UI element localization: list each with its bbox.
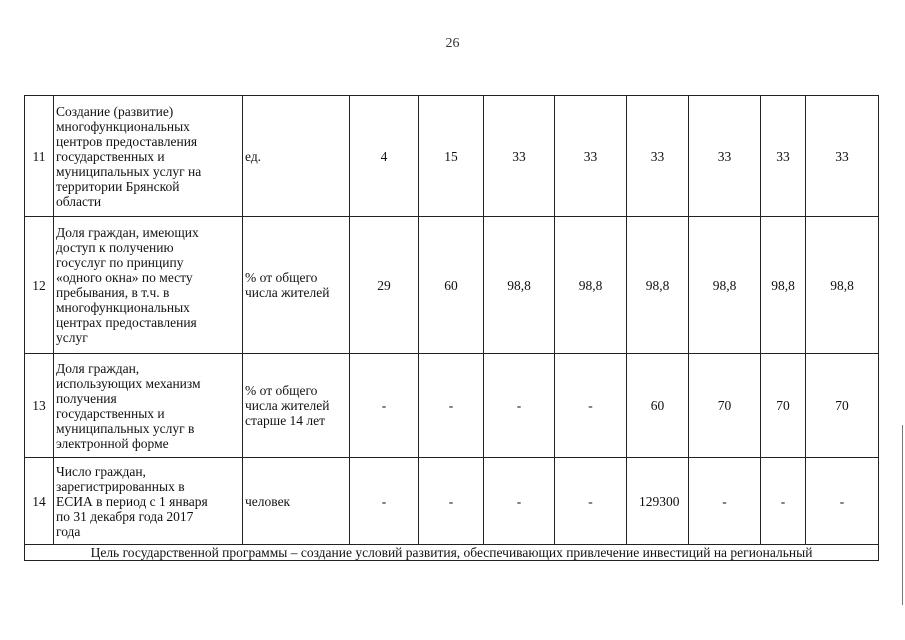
indicator-name-line: многофункциональных — [56, 118, 190, 134]
indicator-name-line: получения — [56, 390, 117, 406]
value-cell: 33 — [806, 96, 879, 217]
indicator-name-line: доступ к получению — [56, 240, 174, 255]
value-cell: 70 — [806, 354, 879, 458]
indicator-name — [54, 354, 243, 458]
indicator-name-line: центрах предоставления — [56, 315, 197, 330]
value-cell: - — [484, 354, 555, 458]
table-row — [25, 96, 879, 217]
indicator-name-line: услуг — [56, 330, 88, 345]
indicator-name-line: области — [56, 193, 102, 209]
value-cell: - — [689, 458, 761, 545]
row-number: 11 — [25, 96, 54, 217]
indicator-name-line: центров предоставления — [56, 133, 198, 149]
indicator-name-line: «одного окна» по месту — [56, 270, 193, 285]
unit-of-measure — [243, 96, 350, 217]
unit-line: старше 14 лет — [245, 413, 326, 428]
unit-line: ед. — [245, 148, 262, 164]
value-cell: 33 — [627, 96, 689, 217]
page-number: 26 — [445, 36, 460, 51]
value-cell: - — [350, 458, 419, 545]
value-cell: 29 — [350, 217, 419, 354]
indicator-name-line: Доля граждан, — [56, 360, 140, 376]
value-cell: 98,8 — [555, 217, 627, 354]
value-cell: - — [419, 458, 484, 545]
value-cell: 33 — [555, 96, 627, 217]
scan-margin-line — [902, 425, 903, 605]
value-cell: 98,8 — [627, 217, 689, 354]
row-number: 12 — [25, 217, 54, 354]
indicator-name-line: Создание (развитие) — [56, 103, 174, 119]
value-cell: - — [484, 458, 555, 545]
indicator-name-line: государственных и — [56, 148, 165, 164]
value-cell: 129300 — [627, 458, 689, 545]
value-cell: - — [350, 354, 419, 458]
indicator-name-line: государственных и — [56, 405, 165, 421]
value-cell: 98,8 — [761, 217, 806, 354]
value-cell: 60 — [419, 217, 484, 354]
indicator-name-line: муниципальных услуг на — [56, 163, 202, 179]
value-cell: - — [806, 458, 879, 545]
unit-of-measure — [243, 217, 350, 354]
row-number: 14 — [25, 458, 54, 545]
value-cell: 33 — [761, 96, 806, 217]
unit-of-measure — [243, 354, 350, 458]
unit-line: % от общего — [245, 270, 318, 285]
value-cell: 15 — [419, 96, 484, 217]
indicator-name-line: ЕСИА в период с 1 января — [56, 493, 208, 509]
value-cell: 60 — [627, 354, 689, 458]
indicator-name-line: территории Брянской — [56, 178, 180, 194]
indicator-name-line: по 31 декабря года 2017 — [56, 508, 194, 524]
unit-line: числа жителей — [245, 398, 330, 413]
unit-of-measure — [243, 458, 350, 545]
indicator-name-line: муниципальных услуг в — [56, 420, 195, 436]
indicator-name-line: многофункциональных — [56, 300, 190, 315]
unit-line: человек — [245, 493, 291, 509]
value-cell: 33 — [484, 96, 555, 217]
indicator-name-line: использующих механизм — [56, 375, 201, 391]
indicator-name-line: Доля граждан, имеющих — [56, 225, 199, 240]
value-cell: 4 — [350, 96, 419, 217]
value-cell: 33 — [689, 96, 761, 217]
indicator-name — [54, 458, 243, 545]
indicator-name — [54, 217, 243, 354]
goal-text: Цель государственной программы – создание условий развития, обеспечивающих привлечение инвестиций на региональный — [25, 545, 879, 561]
indicator-name-line: госуслуг по принципу — [56, 255, 184, 270]
value-cell: - — [555, 354, 627, 458]
indicator-name-line: года — [56, 523, 81, 539]
value-cell: 98,8 — [689, 217, 761, 354]
value-cell: - — [555, 458, 627, 545]
indicator-name-line: электронной форме — [56, 435, 169, 451]
table-row — [25, 354, 879, 458]
indicator-name-line: Число граждан, — [56, 463, 146, 479]
value-cell: 70 — [761, 354, 806, 458]
value-cell: - — [761, 458, 806, 545]
value-cell: - — [419, 354, 484, 458]
unit-line: % от общего — [245, 383, 318, 398]
indicator-name — [54, 96, 243, 217]
value-cell: 98,8 — [806, 217, 879, 354]
row-number: 13 — [25, 354, 54, 458]
table-row — [25, 458, 879, 545]
table-row — [25, 217, 879, 354]
table-body — [25, 96, 879, 561]
unit-line: числа жителей — [245, 285, 330, 300]
indicators-table — [24, 95, 879, 561]
goal-row — [25, 545, 879, 561]
indicator-name-line: пребывания, в т.ч. в — [56, 285, 170, 300]
indicator-name-line: зарегистрированных в — [56, 478, 185, 494]
value-cell: 70 — [689, 354, 761, 458]
value-cell: 98,8 — [484, 217, 555, 354]
